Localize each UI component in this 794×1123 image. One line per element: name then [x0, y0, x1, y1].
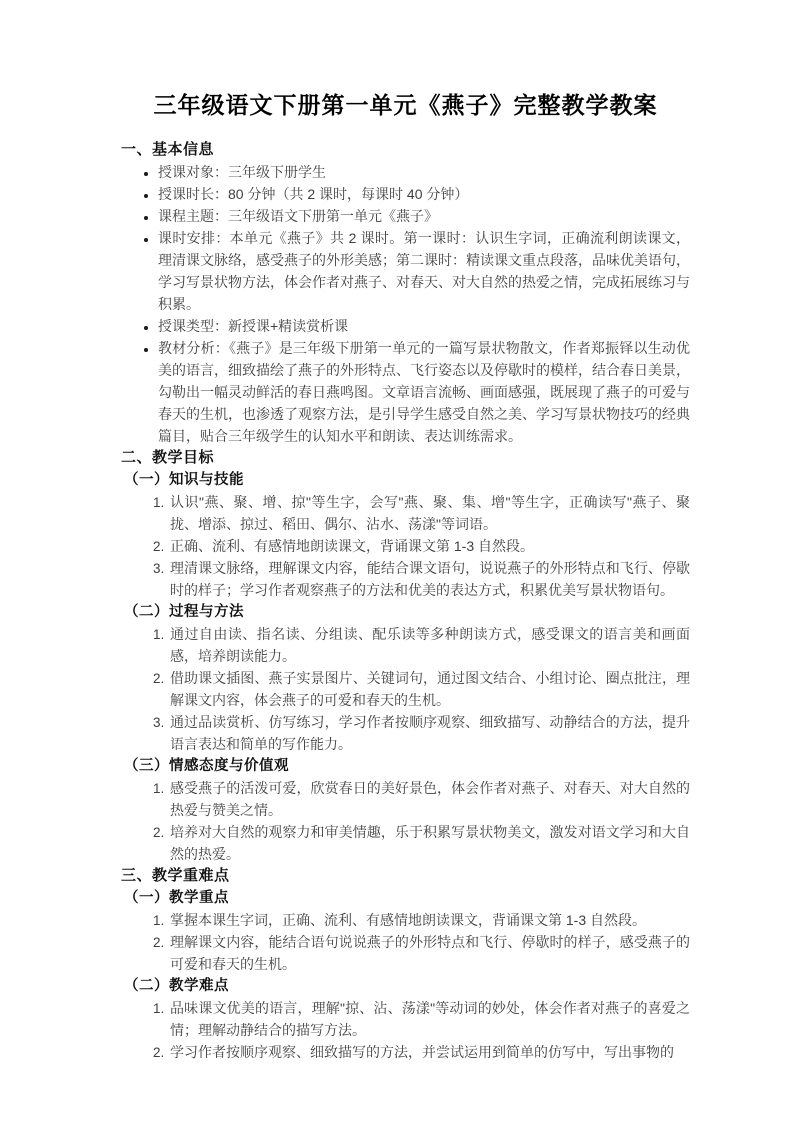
- list-item: 3. 理清课文脉络，理解课文内容，能结合课文语句，说说燕子的外形特点和飞行、停歇时的样子；学习作者观察燕子的方法和优美的表达方式，积累优美写景状物语句。: [168, 557, 690, 601]
- list-item: 1. 通过自由读、指名读、分组读、配乐读等多种朗读方式，感受课文的语言美和画面感，培养朗读能力。: [168, 623, 690, 667]
- subsection-heading: （一）教学重点: [124, 890, 229, 906]
- document-title: 三年级语文下册第一单元《燕子》完整教学教案: [153, 92, 658, 118]
- list-item: 3. 通过品读赏析、仿写练习，学习作者按顺序观察、细致描写、动静结合的方法，提升语言表达和简单的写作能力。: [168, 711, 690, 755]
- section-heading: 三、教学重难点: [121, 867, 230, 884]
- section-heading: 一、基本信息: [121, 141, 215, 158]
- subsection-heading: （二）过程与方法: [124, 604, 244, 620]
- list-item: 2. 培养对大自然的观察力和审美情趣，乐于积累写景状物美文，激发对语文学习和大自然的热爱。: [168, 821, 690, 865]
- subsection-process-methods: [121, 601, 690, 755]
- numbered-list: [121, 909, 690, 975]
- numbered-list: [121, 997, 690, 1063]
- bullet-list: [121, 161, 690, 447]
- list-item: • 教材分析：《燕子》是三年级下册第一单元的一篇写景状物散文，作者郑振铎以生动优美的语言，细致描绘了燕子的外形特点、飞行姿态以及停歇时的模样，结合春日美景，勾勒出一幅灵动鲜活的春日燕鸣图。文章语言流畅、画面感强，既展现了燕子的可爱与春天的生机，也渗透了观察方法，是引导学生感受自然之美、学习写景状物技巧的经典篇目，贴合三年级学生的认知水平和朗读、表达训练需求。: [158, 337, 690, 447]
- list-item: • 授课类型：新授课+精读赏析课: [158, 315, 690, 337]
- list-item: • 授课对象：三年级下册学生: [158, 161, 690, 183]
- subsection-difficult-points: [121, 975, 690, 1063]
- section-basic-info: [121, 139, 690, 447]
- list-item: 1. 感受燕子的活泼可爱，欣赏春日的美好景色，体会作者对燕子、对春天、对大自然的热爱与赞美之情。: [168, 777, 690, 821]
- list-item: 2. 借助课文插图、燕子实景图片、关键词句，通过图文结合、小组讨论、圈点批注，理解课文内容，体会燕子的可爱和春天的生机。: [168, 667, 690, 711]
- list-item: 2. 理解课文内容，能结合语句说说燕子的外形特点和飞行、停歇时的样子，感受燕子的可爱和春天的生机。: [168, 931, 690, 975]
- section-heading: 二、教学目标: [121, 449, 215, 466]
- list-item: • 课时安排：本单元《燕子》共 2 课时。第一课时：认识生字词，正确流利朗读课文，理清课文脉络，感受燕子的外形美感；第二课时：精读课文重点段落，品味优美语句，学习写景状物方法，体会作者对燕子、对春天、对大自然的热爱之情，完成拓展练习与积累。: [158, 227, 690, 315]
- list-item: 1. 认识"燕、聚、增、掠"等生字，会写"燕、聚、集、增"等生字，正确读写"燕子、聚拢、增添、掠过、稻田、偶尔、沾水、荡漾"等词语。: [168, 491, 690, 535]
- list-item: • 课程主题：三年级语文下册第一单元《燕子》: [158, 205, 690, 227]
- section-key-difficult-points: [121, 865, 690, 1063]
- numbered-list: [121, 491, 690, 601]
- subsection-knowledge-skills: [121, 469, 690, 601]
- list-item: 2. 学习作者按顺序观察、细致描写的方法，并尝试运用到简单的仿写中，写出事物的: [168, 1041, 690, 1063]
- subsection-emotion-values: [121, 755, 690, 865]
- section-teaching-objectives: [121, 447, 690, 865]
- list-item: 2. 正确、流利、有感情地朗读课文，背诵课文第 1-3 自然段。: [168, 535, 690, 557]
- subsection-heading: （二）教学难点: [124, 978, 229, 994]
- numbered-list: [121, 623, 690, 755]
- numbered-list: [121, 777, 690, 865]
- list-item: 1. 掌握本课生字词，正确、流利、有感情地朗读课文，背诵课文第 1-3 自然段。: [168, 909, 690, 931]
- list-item: 1. 品味课文优美的语言，理解"掠、沾、荡漾"等动词的妙处，体会作者对燕子的喜爱之情；理解动静结合的描写方法。: [168, 997, 690, 1041]
- subsection-heading: （一）知识与技能: [124, 472, 244, 488]
- subsection-key-points: [121, 887, 690, 975]
- list-item: • 授课时长：80 分钟（共 2 课时，每课时 40 分钟）: [158, 183, 690, 205]
- subsection-heading: （三）情感态度与价值观: [124, 758, 289, 774]
